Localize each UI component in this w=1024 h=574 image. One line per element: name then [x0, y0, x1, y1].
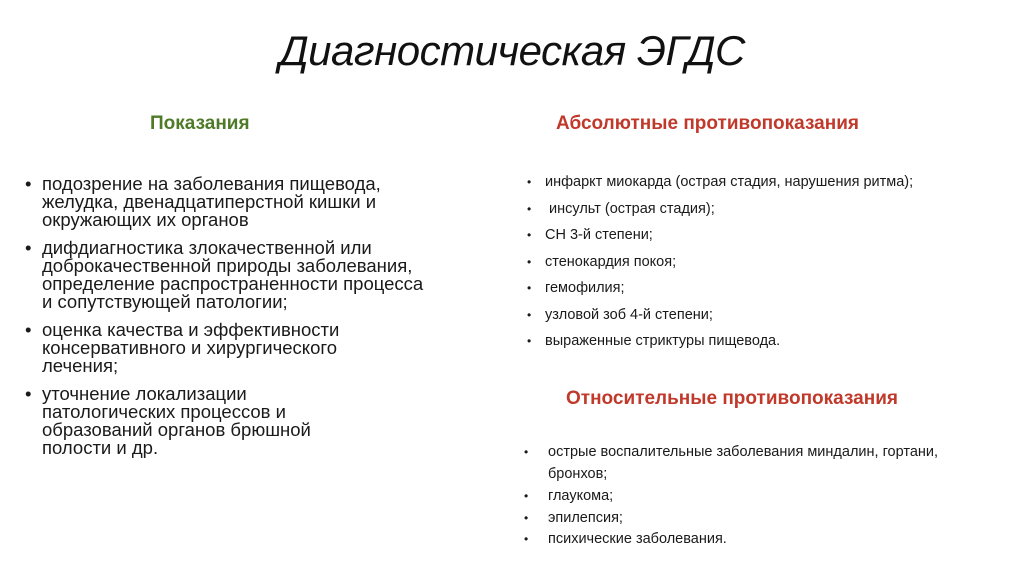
bullet-icon: •	[25, 383, 32, 404]
contraindication-text: эпилепсия;	[548, 509, 623, 526]
list-item	[527, 225, 1007, 252]
bullet-icon: •	[527, 281, 532, 295]
relative-contraindications-list	[524, 442, 994, 551]
bullet-icon: •	[524, 445, 529, 459]
contraindication-text: гемофилия;	[545, 280, 625, 296]
contraindication-text: узловой зоб 4-й степени;	[545, 306, 713, 323]
bullet-icon: •	[524, 532, 529, 546]
list-item	[25, 321, 465, 375]
list-item	[524, 508, 994, 530]
contraindication-text: психические заболевания.	[548, 531, 727, 547]
list-item	[25, 385, 465, 457]
bullet-icon: •	[25, 237, 32, 258]
list-item	[25, 239, 465, 311]
list-item	[25, 175, 465, 229]
contraindication-text: СН 3-й степени;	[545, 227, 653, 243]
bullet-icon: •	[524, 489, 529, 503]
list-item	[527, 331, 1007, 358]
indications-heading: Показания	[150, 113, 250, 134]
indication-text: дифдиагностика злокачественной или доброкачественной природы заболевания, определение распространенности процесса и сопутствующей патологии;	[42, 237, 424, 312]
bullet-icon: •	[25, 319, 32, 340]
bullet-icon: •	[527, 334, 532, 348]
bullet-icon: •	[527, 201, 532, 216]
list-item	[527, 278, 1007, 305]
relative-contraindications-heading: Относительные противопоказания	[566, 388, 898, 409]
contraindication-text: глаукома;	[548, 488, 614, 504]
list-item	[527, 172, 1007, 199]
bullet-icon: •	[25, 173, 32, 194]
list-item	[524, 529, 994, 551]
bullet-icon: •	[527, 228, 532, 242]
slide-title: Диагностическая ЭГДС	[279, 27, 745, 74]
bullet-icon: •	[527, 254, 532, 269]
indication-text: уточнение локализации патологических процессов и образований органов брюшной полости и др.	[42, 383, 311, 458]
bullet-icon: •	[524, 510, 529, 525]
bullet-icon: •	[527, 307, 532, 322]
contraindication-text: острые воспалительные заболевания миндалин, гортани, бронхов;	[548, 444, 939, 482]
indications-list	[25, 175, 465, 467]
bullet-icon: •	[527, 175, 532, 189]
contraindication-text: инфаркт миокарда (острая стадия, нарушения ритма);	[545, 174, 914, 190]
absolute-contraindications-heading: Абсолютные противопоказания	[556, 113, 859, 134]
absolute-contraindications-list	[527, 172, 1007, 358]
indication-text: оценка качества и эффективности консервативного и хирургического лечения;	[42, 319, 340, 376]
list-item	[524, 442, 994, 485]
list-item	[527, 305, 1007, 332]
contraindication-text: инсульт (острая стадия);	[545, 200, 715, 217]
list-item	[527, 252, 1007, 279]
indication-text: подозрение на заболевания пищевода, желудка, двенадцатиперстной кишки и окружающих их органов	[42, 173, 381, 230]
list-item	[524, 486, 994, 508]
contraindication-text: выраженные стриктуры пищевода.	[545, 333, 781, 349]
contraindication-text: стенокардия покоя;	[545, 253, 677, 270]
list-item	[527, 199, 1007, 226]
